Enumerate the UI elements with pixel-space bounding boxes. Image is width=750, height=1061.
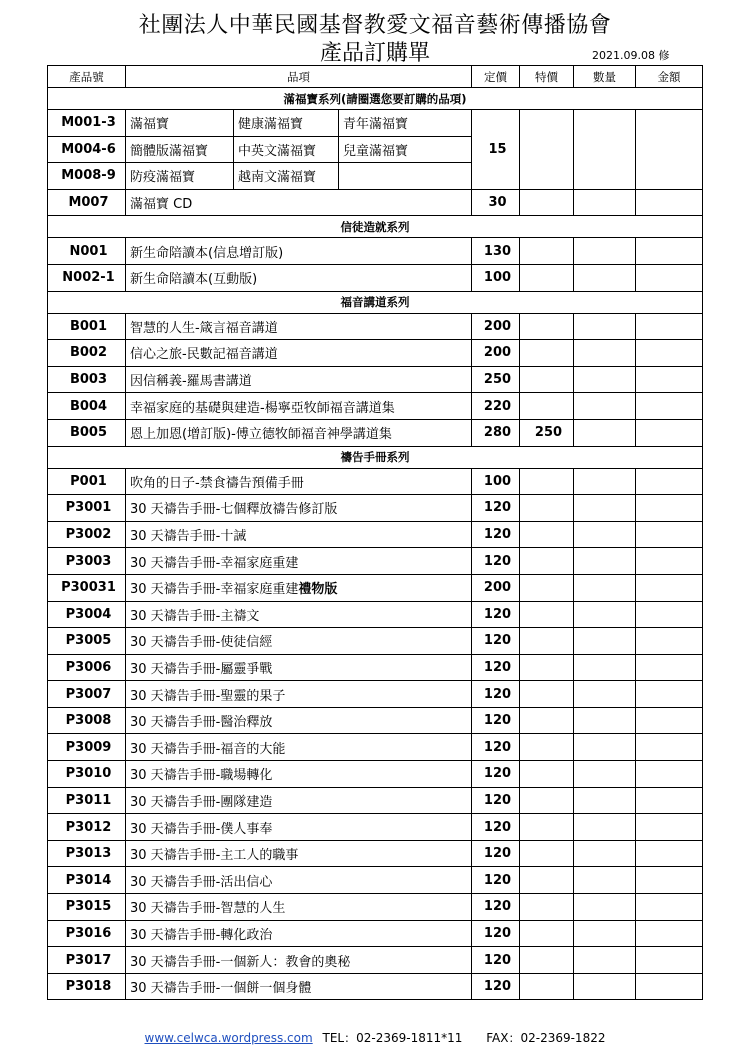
- quantity-cell[interactable]: [574, 840, 636, 867]
- special-price-cell: [520, 654, 574, 681]
- product-name-text: 30 天禱告手冊-幸福家庭重建: [130, 555, 299, 571]
- special-price-cell: [520, 521, 574, 548]
- quantity-cell[interactable]: [574, 707, 636, 734]
- product-code: M004-6: [48, 136, 126, 163]
- amount-cell[interactable]: [636, 110, 703, 190]
- product-option[interactable]: 兒童滿福寶: [339, 136, 472, 163]
- special-price-cell: [520, 189, 574, 216]
- amount-cell[interactable]: [636, 574, 703, 601]
- product-name-text: 30 天禱告手冊-十誡: [130, 529, 247, 545]
- quantity-cell[interactable]: [574, 495, 636, 522]
- special-price-cell: [520, 393, 574, 420]
- product-option[interactable]: 中英文滿福寶: [234, 136, 339, 163]
- product-code: B002: [48, 340, 126, 367]
- quantity-cell[interactable]: [574, 681, 636, 708]
- product-name: [126, 840, 472, 867]
- table-row: [48, 840, 703, 867]
- quantity-cell[interactable]: [574, 894, 636, 921]
- special-price-cell: [520, 340, 574, 367]
- order-table: [47, 65, 703, 1000]
- quantity-cell[interactable]: [574, 947, 636, 974]
- product-option[interactable]: 越南文滿福寶: [234, 163, 339, 190]
- product-name: [126, 734, 472, 761]
- quantity-cell[interactable]: [574, 468, 636, 495]
- product-name-text: 30 天禱告手冊-七個釋放禱告修訂版: [130, 502, 338, 518]
- amount-cell[interactable]: [636, 840, 703, 867]
- product-code: P001: [48, 468, 126, 495]
- product-name-text: 新生命陪讀本(信息增訂版): [130, 245, 284, 261]
- product-name: [126, 601, 472, 628]
- col-special: 特價: [520, 66, 574, 88]
- product-name: [126, 628, 472, 655]
- table-row: [48, 548, 703, 575]
- product-code: P3016: [48, 920, 126, 947]
- amount-cell[interactable]: [636, 814, 703, 841]
- product-name-text: 30 天禱告手冊-幸福家庭重建: [130, 582, 299, 598]
- table-row: [48, 264, 703, 291]
- product-name: [126, 393, 472, 420]
- table-row: [48, 867, 703, 894]
- product-code: N001: [48, 238, 126, 265]
- product-code: N002-1: [48, 264, 126, 291]
- price-cell: 120: [472, 734, 520, 761]
- amount-cell[interactable]: [636, 521, 703, 548]
- price-cell: 280: [472, 419, 520, 446]
- product-name-text: 30 天禱告手冊-主工人的職事: [130, 848, 299, 864]
- product-code: P3011: [48, 787, 126, 814]
- section-title: 福音講道系列: [48, 291, 703, 313]
- table-row: [48, 468, 703, 495]
- section-header: [48, 291, 703, 313]
- table-row: [48, 734, 703, 761]
- amount-cell[interactable]: [636, 419, 703, 446]
- price-cell: 100: [472, 468, 520, 495]
- amount-cell[interactable]: [636, 681, 703, 708]
- special-price-cell: [520, 601, 574, 628]
- table-row: [48, 189, 703, 216]
- table-row: [48, 601, 703, 628]
- special-price-cell: [520, 628, 574, 655]
- table-row: [48, 973, 703, 1000]
- quantity-cell[interactable]: [574, 973, 636, 1000]
- special-price-cell: [520, 264, 574, 291]
- amount-cell[interactable]: [636, 707, 703, 734]
- amount-cell[interactable]: [636, 393, 703, 420]
- product-option[interactable]: 簡體版滿福寶: [126, 136, 234, 163]
- website-link[interactable]: www.celwca.wordpress.com: [144, 1031, 313, 1045]
- table-row: [48, 947, 703, 974]
- product-option-empty: [339, 163, 472, 190]
- product-name-text: 30 天禱告手冊-使徒信經: [130, 635, 273, 651]
- price-cell: 200: [472, 340, 520, 367]
- product-name-text: 吹角的日子-禁食禱告預備手冊: [130, 475, 304, 491]
- special-price-cell: [520, 787, 574, 814]
- product-name: [126, 574, 472, 601]
- product-name: [126, 313, 472, 340]
- product-code: B003: [48, 366, 126, 393]
- price-cell: 120: [472, 947, 520, 974]
- col-price: 定價: [472, 66, 520, 88]
- table-row: [48, 340, 703, 367]
- special-price-cell: [520, 947, 574, 974]
- special-price-cell: [520, 366, 574, 393]
- table-row: [48, 787, 703, 814]
- product-name: [126, 787, 472, 814]
- product-code: B004: [48, 393, 126, 420]
- amount-cell[interactable]: [636, 238, 703, 265]
- product-name-emphasis: 禮物版: [298, 582, 338, 598]
- special-price-cell: [520, 973, 574, 1000]
- price-cell: 250: [472, 366, 520, 393]
- price-cell: 120: [472, 654, 520, 681]
- table-row: [48, 814, 703, 841]
- product-name: [126, 340, 472, 367]
- quantity-cell[interactable]: [574, 189, 636, 216]
- amount-cell[interactable]: [636, 264, 703, 291]
- amount-cell[interactable]: [636, 947, 703, 974]
- amount-cell[interactable]: [636, 189, 703, 216]
- quantity-cell[interactable]: [574, 920, 636, 947]
- product-option[interactable]: 健康滿福寶: [234, 110, 339, 137]
- quantity-cell[interactable]: [574, 654, 636, 681]
- quantity-cell[interactable]: [574, 601, 636, 628]
- product-name-text: 智慧的人生-箴言福音講道: [130, 320, 278, 336]
- quantity-cell[interactable]: [574, 238, 636, 265]
- amount-cell[interactable]: [636, 313, 703, 340]
- table-row: [48, 495, 703, 522]
- product-name: [126, 521, 472, 548]
- section-header: [48, 446, 703, 468]
- document-subtitle: 產品訂購單: [319, 41, 430, 66]
- table-row: [48, 366, 703, 393]
- special-price-cell: [520, 707, 574, 734]
- amount-cell[interactable]: [636, 366, 703, 393]
- quantity-cell[interactable]: [574, 313, 636, 340]
- product-code: P3004: [48, 601, 126, 628]
- product-code: P30031: [48, 574, 126, 601]
- special-price-cell: 250: [520, 419, 574, 446]
- price-cell: 15: [472, 110, 520, 190]
- amount-cell[interactable]: [636, 973, 703, 1000]
- product-name-text: 信心之旅-民數記福音講道: [130, 347, 278, 363]
- product-code: M007: [48, 189, 126, 216]
- footer: [0, 1029, 750, 1046]
- quantity-cell[interactable]: [574, 110, 636, 190]
- table-row: [48, 681, 703, 708]
- price-cell: 120: [472, 867, 520, 894]
- product-name-text: 30 天禱告手冊-僕人事奉: [130, 821, 273, 837]
- amount-cell[interactable]: [636, 761, 703, 788]
- price-cell: 120: [472, 973, 520, 1000]
- price-cell: 120: [472, 628, 520, 655]
- quantity-cell[interactable]: [574, 264, 636, 291]
- product-code: M008-9: [48, 163, 126, 190]
- quantity-cell[interactable]: [574, 787, 636, 814]
- product-name-text: 30 天禱告手冊-醫治釋放: [130, 715, 273, 731]
- product-code: M001-3: [48, 110, 126, 137]
- special-price-cell: [520, 761, 574, 788]
- quantity-cell[interactable]: [574, 548, 636, 575]
- product-name-text: 30 天禱告手冊-活出信心: [130, 874, 273, 890]
- amount-cell[interactable]: [636, 340, 703, 367]
- price-cell: 120: [472, 707, 520, 734]
- amount-cell[interactable]: [636, 628, 703, 655]
- product-code: P3006: [48, 654, 126, 681]
- product-name: [126, 894, 472, 921]
- amount-cell[interactable]: [636, 601, 703, 628]
- amount-cell[interactable]: [636, 867, 703, 894]
- section-title: 禱告手冊系列: [48, 446, 703, 468]
- special-price-cell: [520, 548, 574, 575]
- product-code: P3005: [48, 628, 126, 655]
- special-price-cell: [520, 468, 574, 495]
- amount-cell[interactable]: [636, 894, 703, 921]
- table-row: [48, 238, 703, 265]
- telephone: TEL：02-2369-1811*11: [322, 1031, 463, 1045]
- price-cell: 120: [472, 548, 520, 575]
- product-code: P3018: [48, 973, 126, 1000]
- product-code: P3015: [48, 894, 126, 921]
- special-price-cell: [520, 814, 574, 841]
- price-cell: 120: [472, 920, 520, 947]
- quantity-cell[interactable]: [574, 419, 636, 446]
- price-cell: 200: [472, 574, 520, 601]
- table-row: [48, 521, 703, 548]
- product-option[interactable]: 滿福寶: [126, 110, 234, 137]
- table-row: [48, 574, 703, 601]
- product-name: [126, 867, 472, 894]
- col-amount: 金額: [636, 66, 703, 88]
- product-code: P3013: [48, 840, 126, 867]
- document-title: 社團法人中華民國基督教愛文福音藝術傳播協會: [138, 13, 612, 38]
- special-price-cell: [520, 840, 574, 867]
- header-row: [48, 66, 703, 88]
- product-name-text: 30 天禱告手冊-智慧的人生: [130, 901, 286, 917]
- product-code: P3009: [48, 734, 126, 761]
- product-code: P3002: [48, 521, 126, 548]
- price-cell: 120: [472, 894, 520, 921]
- product-name-text: 30 天禱告手冊-一個餅一個身體: [130, 981, 312, 997]
- product-code: B005: [48, 419, 126, 446]
- special-price-cell: [520, 574, 574, 601]
- quantity-cell[interactable]: [574, 340, 636, 367]
- quantity-cell[interactable]: [574, 761, 636, 788]
- product-name-text: 30 天禱告手冊-轉化政治: [130, 927, 273, 943]
- product-code: P3014: [48, 867, 126, 894]
- product-code: P3008: [48, 707, 126, 734]
- special-price-cell: [520, 920, 574, 947]
- product-name: [126, 419, 472, 446]
- product-name: [126, 468, 472, 495]
- table-row: [48, 628, 703, 655]
- product-name: [126, 238, 472, 265]
- product-name: [126, 264, 472, 291]
- table-row: [48, 707, 703, 734]
- product-name-text: 30 天禱告手冊-聖靈的果子: [130, 688, 286, 704]
- price-cell: 130: [472, 238, 520, 265]
- special-price-cell: [520, 110, 574, 190]
- col-qty: 數量: [574, 66, 636, 88]
- product-name-text: 因信稱義-羅馬書講道: [130, 374, 252, 390]
- amount-cell[interactable]: [636, 468, 703, 495]
- price-cell: 120: [472, 521, 520, 548]
- quantity-cell[interactable]: [574, 867, 636, 894]
- product-name: 滿福寶 CD: [126, 189, 472, 216]
- col-code: 產品號: [48, 66, 126, 88]
- product-name-text: 恩上加恩(增訂版)-傅立德牧師福音神學講道集: [130, 427, 392, 443]
- price-cell: 120: [472, 681, 520, 708]
- table-row: [48, 920, 703, 947]
- amount-cell[interactable]: [636, 495, 703, 522]
- product-code: P3007: [48, 681, 126, 708]
- fax: FAX：02-2369-1822: [486, 1031, 606, 1045]
- section-title: 信徒造就系列: [48, 216, 703, 238]
- table-row: [48, 894, 703, 921]
- quantity-cell[interactable]: [574, 366, 636, 393]
- product-name-text: 幸福家庭的基礎與建造-楊寧亞牧師福音講道集: [130, 400, 395, 416]
- section-header: [48, 88, 703, 110]
- product-name-text: 30 天禱告手冊-屬靈爭戰: [130, 661, 273, 677]
- price-cell: 30: [472, 189, 520, 216]
- quantity-cell[interactable]: [574, 734, 636, 761]
- special-price-cell: [520, 313, 574, 340]
- product-code: P3001: [48, 495, 126, 522]
- amount-cell[interactable]: [636, 654, 703, 681]
- price-cell: 120: [472, 761, 520, 788]
- product-name: [126, 366, 472, 393]
- amount-cell[interactable]: [636, 548, 703, 575]
- product-code: B001: [48, 313, 126, 340]
- quantity-cell[interactable]: [574, 521, 636, 548]
- revision-date: 2021.09.08 修: [592, 49, 670, 62]
- product-name: [126, 707, 472, 734]
- table-row: [48, 419, 703, 446]
- amount-cell[interactable]: [636, 787, 703, 814]
- product-name: [126, 548, 472, 575]
- special-price-cell: [520, 867, 574, 894]
- section-header: [48, 216, 703, 238]
- product-code: P3012: [48, 814, 126, 841]
- table-row: [48, 110, 703, 137]
- price-cell: 120: [472, 495, 520, 522]
- special-price-cell: [520, 734, 574, 761]
- price-cell: 100: [472, 264, 520, 291]
- special-price-cell: [520, 681, 574, 708]
- product-name-text: 30 天禱告手冊-團隊建造: [130, 794, 273, 810]
- product-option[interactable]: 防疫滿福寶: [126, 163, 234, 190]
- special-price-cell: [520, 495, 574, 522]
- price-cell: 220: [472, 393, 520, 420]
- product-code: P3010: [48, 761, 126, 788]
- product-name-text: 30 天禱告手冊-主禱文: [130, 608, 260, 624]
- product-name: [126, 761, 472, 788]
- product-name: [126, 495, 472, 522]
- price-cell: 120: [472, 840, 520, 867]
- quantity-cell[interactable]: [574, 574, 636, 601]
- special-price-cell: [520, 894, 574, 921]
- product-name-text: 新生命陪讀本(互動版): [130, 272, 258, 288]
- section-title: 滿福寶系列(請圈選您要訂購的品項): [48, 88, 703, 110]
- product-code: P3003: [48, 548, 126, 575]
- product-code: P3017: [48, 947, 126, 974]
- product-name: [126, 814, 472, 841]
- product-name: [126, 920, 472, 947]
- quantity-cell[interactable]: [574, 814, 636, 841]
- product-name-text: 30 天禱告手冊-職場轉化: [130, 768, 273, 784]
- price-cell: 200: [472, 313, 520, 340]
- table-row: [48, 313, 703, 340]
- product-name: [126, 973, 472, 1000]
- quantity-cell[interactable]: [574, 393, 636, 420]
- product-name-text: 30 天禱告手冊-一個新人：教會的奧秘: [130, 954, 351, 970]
- table-row: [48, 654, 703, 681]
- product-name-text: 30 天禱告手冊-福音的大能: [130, 741, 286, 757]
- special-price-cell: [520, 238, 574, 265]
- col-item: 品項: [126, 66, 472, 88]
- amount-cell[interactable]: [636, 734, 703, 761]
- price-cell: 120: [472, 787, 520, 814]
- product-name: [126, 681, 472, 708]
- table-row: [48, 761, 703, 788]
- product-name: [126, 947, 472, 974]
- product-name: [126, 654, 472, 681]
- price-cell: 120: [472, 814, 520, 841]
- amount-cell[interactable]: [636, 920, 703, 947]
- table-row: [48, 393, 703, 420]
- quantity-cell[interactable]: [574, 628, 636, 655]
- price-cell: 120: [472, 601, 520, 628]
- product-option[interactable]: 青年滿福寶: [339, 110, 472, 137]
